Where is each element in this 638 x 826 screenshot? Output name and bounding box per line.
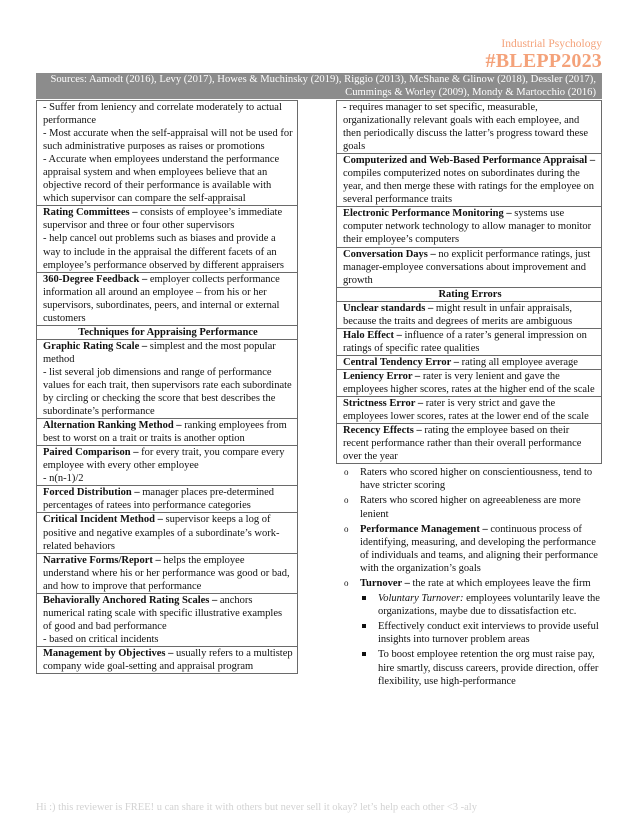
term-definition: anchors numerical rating scale with specific illustrative examples of good and bad performance - based on critical incidents [43,594,283,645]
list-item [360,523,602,575]
table-cell [36,512,298,553]
sub-list-item-text: employees voluntarily leave the organizations, maybe due to dissatisfaction etc. [378,593,600,618]
right-column [336,100,602,690]
list-item-text: Raters who scored higher on agreeableness are more lenient [360,495,581,520]
list-item-text: the rate at which employees leave the firm [409,578,591,590]
sub-list-item-text: Effectively conduct exit interviews to provide useful insights into turnover problem areas [378,621,599,646]
section-heading: Rating Errors [336,287,602,302]
table-cell [336,369,602,397]
term-label: Narrative Forms/Report – [43,554,161,566]
term-definition: usually refers to a multistep company wide goal-setting and appraisal program [43,647,293,672]
term-label: Performance Management – [360,523,488,535]
table-cell [36,418,298,446]
term-definition: employer collects performance information all around an employee – from his or her supervisors, subordinates, peers, and internal or external customers [43,273,280,324]
table-cell [36,646,298,674]
term-definition: rater is very strict and gave the employees lower scores, rates at the lower end of the scale [343,398,589,423]
list-item [360,466,602,492]
term-definition: for every trait, you compare every employee with every other employee - n(n-1)/2 [43,447,285,485]
term-label: Rating Committees – [43,207,138,219]
term-label: Conversation Days – [343,248,436,260]
table-cell [336,355,602,370]
term-definition: might result in unfair appraisals, because the traits and degrees of merits are ambiguous [343,302,573,327]
table-cell [36,485,298,513]
table-cell [36,100,298,206]
section-heading: Techniques for Appraising Performance [36,325,298,340]
notes-bullet-list [336,466,602,688]
table-cell [336,301,602,329]
term-label: Turnover – [360,578,410,590]
term-definition: ranking employees from best to worst on a trait or traits is another option [43,420,287,445]
sub-bullet-list [360,592,602,688]
sub-list-item [378,620,602,646]
term-definition: consists of employee’s immediate supervisor and three or four other supervisors - help cancel out problems such as biases and provide a way to include in the appraisal the different facets of an employee’s performance observed by different appraisers [43,207,284,271]
list-item [360,577,602,688]
table-cell [36,272,298,326]
term-label: Management by Objectives – [43,647,174,659]
term-label: Graphic Rating Scale – [43,340,148,352]
term-label: Electronic Performance Monitoring – [343,208,512,220]
table-cell [336,153,602,207]
term-definition: no explicit performance ratings, just manager-employee conversations about improvement and growth [343,248,591,286]
list-item-text: continuous process of identifying, measuring, and developing the performance of individuals and teams, and aligning their performance with the organization’s goals [360,523,598,574]
term-definition: simplest and the most popular method - list several job dimensions and range of performance values for each trait, then supervisors rate each subordinate by circling or checking the score that best describes the subordinate’s performance [43,340,292,418]
table-cell [336,328,602,356]
term-label: Strictness Error – [343,398,424,410]
footer-note: Hi :) this reviewer is FREE! u can share it with others but never sell it okay? let’s help each other <3 -aly [36,802,477,813]
term-label: Forced Distribution – [43,487,140,499]
table-cell [336,206,602,247]
table-cell [36,593,298,647]
term-definition: rating the employee based on their recent performance rather than their overall performance over the year [343,425,582,463]
term-label: Recency Effects – [343,425,422,437]
sources-banner: Sources: Aamodt (2016), Levy (2017), Howes & Muchinsky (2019), Riggio (2013), McShane & Glinow (2018), Dessler (2017), Cummings & Worley (2009), Mondy & Martocchio (2016) [36,73,602,99]
term-definition: - requires manager to set specific, measurable, organizationally relevant goals with each employee, and then periodically discuss the latter’s progress toward these goals [343,102,589,153]
term-label: Computerized and Web-Based Performance Appraisal – [343,155,596,167]
table-cell [36,553,298,594]
table-cell [336,396,602,424]
term-label: Voluntary Turnover: [378,593,464,605]
table-cell [36,205,298,272]
term-definition: compiles computerized notes on subordinates during the year, and then merge these with ratings for the employee on several performance traits [343,168,595,206]
term-label: Alternation Ranking Method – [43,420,182,432]
term-label: Behaviorally Anchored Rating Scales – [43,594,218,606]
term-label: Central Tendency Error – [343,356,459,368]
table-cell [36,445,298,486]
table-cell [36,339,298,419]
list-item [360,494,602,520]
term-label: Halo Effect – [343,329,402,341]
term-definition: rater is very lenient and gave the employees higher scores, rates at the higher end of the scale [343,370,595,395]
table-cell [336,247,602,288]
left-column-table [36,100,298,674]
term-definition: systems use computer network technology to allow manager to monitor their employee’s computers [343,208,592,246]
right-column-table [336,100,602,464]
subject-label: Industrial Psychology [501,38,602,50]
term-label: Critical Incident Method – [43,514,163,526]
sub-list-item-text: To boost employee retention the org must raise pay, hire smartly, discuss careers, provide direction, offer flexibility, use high-performance [378,649,599,687]
term-definition: helps the employee understand where his or her performance was good or bad, and how to improve that performance [43,554,290,592]
term-label: Leniency Error – [343,370,421,382]
term-definition: rating all employee average [459,356,578,368]
sub-list-item [378,592,602,618]
term-label: Paired Comparison – [43,447,139,459]
term-definition: influence of a rater’s general impression on ratings of specific ratee qualities [343,329,587,354]
term-label: 360-Degree Feedback – [43,273,148,285]
term-definition: supervisor keeps a log of positive and negative examples of a subordinate’s work-related behaviors [43,514,280,552]
term-definition: manager places pre-determined percentages of ratees into performance categories [43,487,275,512]
list-item-text: Raters who scored higher on conscientiousness, tend to have stricter scoring [360,467,593,492]
term-label: Unclear standards – [343,302,434,314]
exam-hashtag: #BLEPP2023 [485,50,602,72]
table-cell [336,423,602,464]
sub-list-item [378,648,602,687]
term-definition: - Suffer from leniency and correlate moderately to actual performance - Most accurate when the self-appraisal will not be used for such administrative purposes as raises or promotions - Accurate when employees understand the performance appraisal system and when employees believe that an objective record of their performance is available with which supervisor can compare the self-appraisal [43,102,293,205]
table-cell [336,100,602,154]
